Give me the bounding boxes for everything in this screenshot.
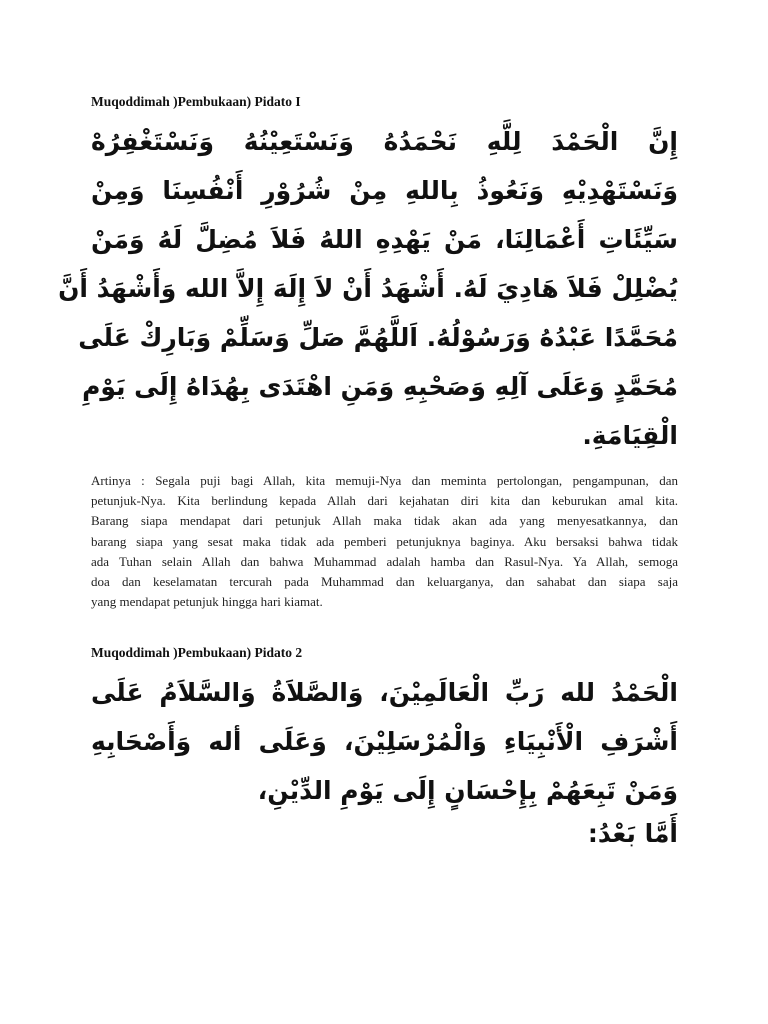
arabic-line: الْحَمْدُ لله رَبِّ الْعَالَمِيْنَ، وَالصَّلاَةُ وَالسَّلاَمُ عَلَى xyxy=(91,678,678,707)
section-1-heading: Muqoddimah )Pembukaan) Pidato I xyxy=(91,94,301,109)
translation-line: ada Tuhan selain Allah dan bahwa Muhammad adalah hamba dan Rasul-Nya. Ya Allah, semoga xyxy=(91,553,678,569)
arabic-line: أَمَّا بَعْدُ: xyxy=(587,819,678,848)
section-1-translation xyxy=(91,471,678,612)
translation-line: petunjuk-Nya. Kita berlindung kepada Allah dari kejahatan diri kita dan keburukan amal kita. xyxy=(91,493,678,509)
section-1-arabic-text xyxy=(58,117,678,460)
translation-line: doa dan keselamatan tercurah pada Muhammad dan keluarganya, dan sahabat dan siapa saja xyxy=(91,574,678,590)
translation-line: Artinya : Segala puji bagi Allah, kita memuji-Nya dan meminta pertolongan, pengampunan, dan xyxy=(91,473,678,488)
translation-line: yang mendapat petunjuk hingga hari kiamat. xyxy=(91,594,323,610)
arabic-line: وَنَسْتَهْدِيْهِ وَنَعُوذُ بِاللهِ مِنْ شُرُوْرِ أَنْفُسِنَا وَمِنْ xyxy=(91,176,678,205)
arabic-line: الْقِيَامَةِ. xyxy=(582,421,678,450)
arabic-line: إِنَّ الْحَمْدَ لِلَّهِ نَحْمَدُهُ وَنَسْتَعِيْنُهُ وَنَسْتَغْفِرُهْ xyxy=(91,127,678,156)
arabic-line: مُحَمَّدًا عَبْدُهُ وَرَسُوْلُهُ. اَللَّهُمَّ صَلِّ وَسَلِّمْ وَبَارِكْ عَلَى xyxy=(78,323,678,352)
translation-line: barang siapa yang sesat maka tidak ada pemberi petunjuknya baginya. Aku bersaksi bahwa tidak xyxy=(91,533,678,549)
arabic-line: مُحَمَّدٍ وَعَلَى آلِهِ وَصَحْبِهِ وَمَنِ اهْتَدَى بِهُدَاهُ إِلَى يَوْمِ xyxy=(82,372,678,401)
arabic-line: يُضْلِلْ فَلاَ هَادِيَ لَهُ. أَشْهَدُ أَنْ لاَ إِلَهَ إِلاَّ الله وَأَشْهَدُ أَنَّ xyxy=(58,274,678,303)
arabic-line: أَشْرَفِ الْأَنْبِيَاءِ وَالْمُرْسَلِيْنَ، وَعَلَى أله وَأَصْحَابِهِ xyxy=(91,727,678,756)
section-2-arabic-text xyxy=(91,668,678,853)
translation-line: Barang siapa mendapat dari petunjuk Allah maka tidak akan ada yang menyesatkannya, dan xyxy=(91,513,678,529)
arabic-line: سَيِّئَاتِ أَعْمَالِنَا، مَنْ يَهْدِهِ اللهُ فَلاَ مُضِلَّ لَهُ وَمَنْ xyxy=(91,225,678,254)
arabic-line: وَمَنْ تَبِعَهُمْ بِإِحْسَانٍ إِلَى يَوْمِ الدِّيْنِ، xyxy=(257,776,678,805)
section-2-heading: Muqoddimah )Pembukaan) Pidato 2 xyxy=(91,645,303,660)
